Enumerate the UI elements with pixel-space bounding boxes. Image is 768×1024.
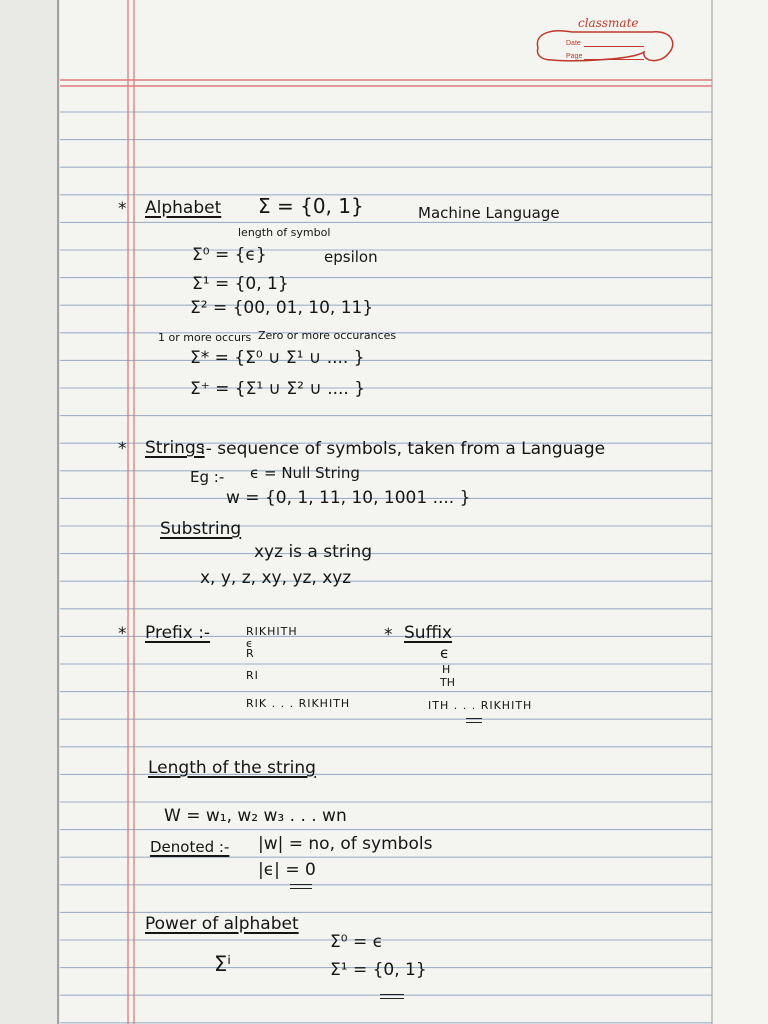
strings-heading: Strings — [145, 438, 205, 458]
suffix-star: * — [384, 625, 393, 645]
length-definition: |w| = no, of symbols — [258, 834, 433, 854]
alphabet-definition: Σ = {0, 1} — [258, 194, 364, 218]
suffix-h: H — [442, 663, 451, 676]
power-sigma-i: Σⁱ — [214, 952, 232, 976]
strings-star: * — [118, 439, 127, 459]
suffix-ith: ITH . . . RIKHITH — [428, 699, 533, 712]
suffix-epsilon: ϵ — [440, 644, 450, 662]
machine-language-note: Machine Language — [418, 204, 560, 222]
suffix-heading: Suffix — [404, 623, 453, 643]
sigma-zero: Σ⁰ = {ϵ} — [192, 245, 267, 265]
power-heading: Power of alphabet — [145, 914, 299, 934]
eps-underline-2 — [290, 888, 312, 889]
prefix-rik: RIK . . . RIKHITH — [246, 697, 351, 710]
brand-date-line — [584, 46, 644, 47]
suffix-th: TH — [440, 676, 455, 689]
brand-page-line — [584, 59, 644, 60]
prefix-ri: RI — [246, 669, 259, 682]
sigma-one: Σ¹ = {0, 1} — [192, 274, 289, 294]
prefix-star: * — [118, 624, 127, 644]
strings-example-label: Eg :- — [190, 468, 225, 486]
one-or-more-note: 1 or more occurs — [158, 331, 252, 344]
power-underline-2 — [380, 998, 404, 999]
prefix-r: R — [246, 647, 254, 660]
prefix-word: RIKHITH — [246, 625, 298, 638]
alphabet-heading: Alphabet — [145, 198, 222, 218]
power-underline-1 — [380, 994, 404, 995]
page-edge — [0, 0, 60, 1024]
substring-list: x, y, z, xy, yz, xyz — [200, 568, 352, 588]
zero-or-more-note: Zero or more occurances — [258, 329, 397, 342]
prefix-heading: Prefix :- — [145, 623, 211, 643]
alphabet-star: * — [118, 199, 127, 219]
string-symbols: W = w₁, w₂ w₃ . . . wn — [164, 806, 347, 826]
power-sigma-zero: Σ⁰ = ϵ — [330, 932, 384, 952]
substring-heading: Substring — [160, 519, 242, 539]
string-set: w = {0, 1, 11, 10, 1001 .... } — [226, 488, 471, 508]
null-string: ϵ = Null String — [250, 464, 360, 482]
brand-date-label: Date — [566, 40, 581, 47]
denoted-label: Denoted :- — [150, 838, 230, 856]
suffix-underline-2 — [466, 722, 482, 723]
prefix-epsilon: ϵ — [246, 637, 253, 650]
brand-page-label: Page — [566, 53, 583, 60]
suffix-underline-1 — [466, 718, 482, 719]
brand-name: classmate — [578, 16, 639, 30]
sigma-two: Σ² = {00, 01, 10, 11} — [190, 298, 374, 318]
xyz-string: xyz is a string — [254, 542, 373, 562]
length-heading: Length of the string — [148, 758, 316, 778]
strings-definition: :- sequence of symbols, taken from a Language — [200, 439, 606, 459]
eps-underline-1 — [290, 884, 312, 885]
epsilon-note: epsilon — [324, 248, 378, 266]
length-of-symbol-note: length of symbol — [238, 226, 331, 239]
epsilon-length: |ϵ| = 0 — [258, 860, 316, 880]
kleene-plus: Σ⁺ = {Σ¹ ∪ Σ² ∪ .... } — [190, 379, 366, 399]
power-sigma-one: Σ¹ = {0, 1} — [330, 960, 427, 980]
kleene-star: Σ* = {Σ⁰ ∪ Σ¹ ∪ .... } — [190, 348, 365, 368]
